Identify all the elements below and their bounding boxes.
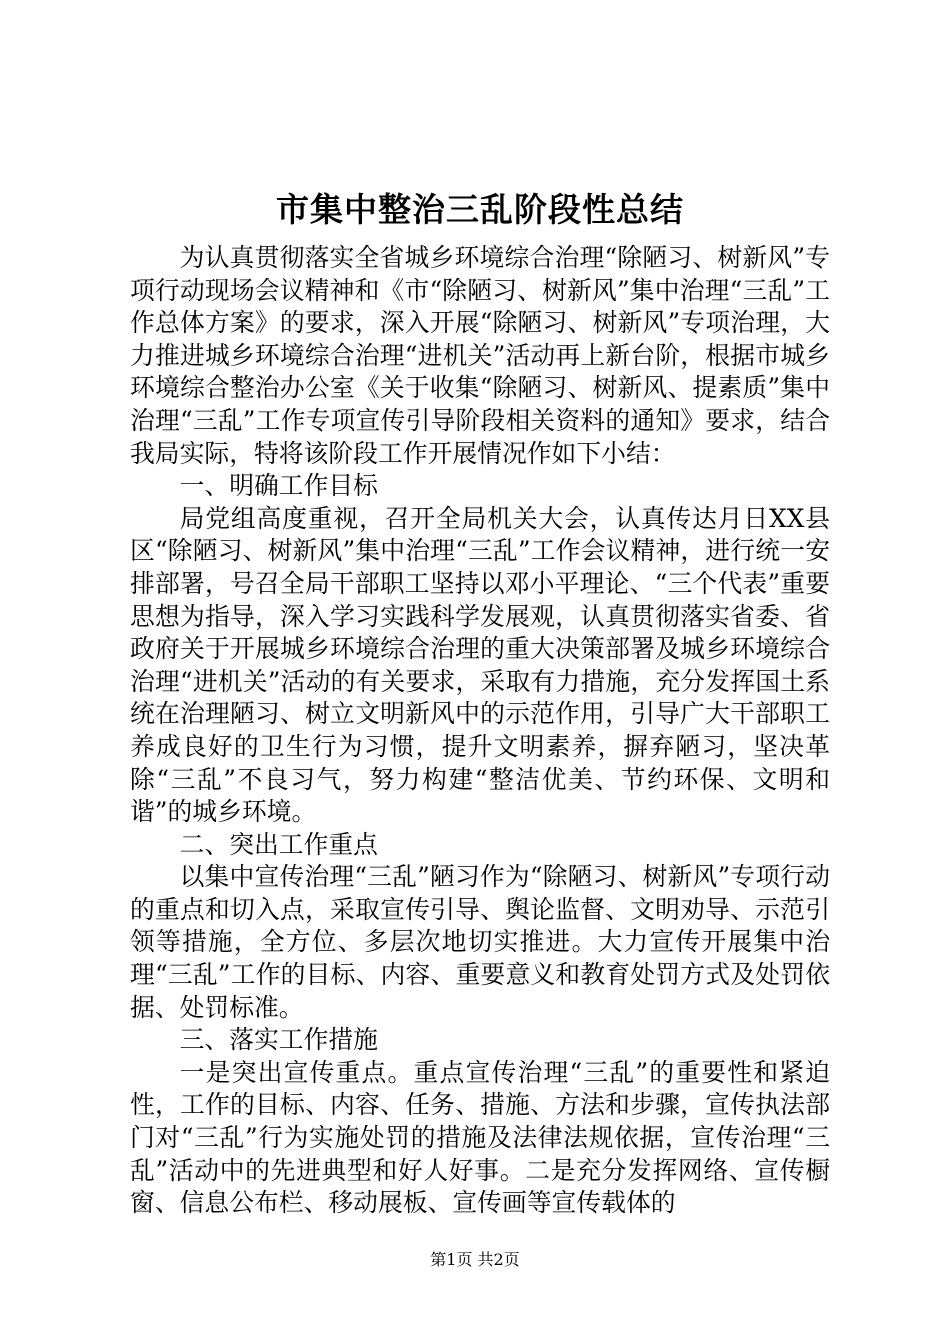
document-page [130, 182, 830, 1220]
section-3-body: 一是突出宣传重点。重点宣传治理“三乱”的重要性和紧迫性，工作的目标、内容、任务、措施、方法和步骤，宣传执法部门对“三乱”行为实施处罚的措施及法律法规依据，宣传治理“三乱”活动中的先进典型和好人好事。二是充分发挥网络、宣传橱窗、信息公布栏、移动展板、宣传画等宣传载体的 [130, 1057, 830, 1218]
section-1-body: 局党组高度重视，召开全局机关大会，认真传达月日XX县区“除陋习、树新风”集中治理“三乱”工作会议精神，进行统一安排部署，号召全局干部职工坚持以邓小平理论、“三个代表”重要思想为指导，深入学习实践科学发展观，认真贯彻落实省委、省政府关于开展城乡环境综合治理的重大决策部署及城乡环境综合治理“进机关”活动的有关要求，采取有力措施，充分发挥国土系统在治理陋习、树立文明新风中的示范作用，引导广大干部职工养成良好的卫生行为习惯，提升文明素养，摒弃陋习，坚决革除“三乱”不良习气，努力构建“整洁优美、节约环保、文明和谐”的城乡环境。 [130, 503, 830, 827]
section-2-body: 以集中宣传治理“三乱”陋习作为“除陋习、树新风”专项行动的重点和切入点，采取宣传引导、舆论监督、文明劝导、示范引领等措施，全方位、多层次地切实推进。大力宣传开展集中治理“三乱”工作的目标、内容、重要意义和教育处罚方式及处罚依据、处罚标准。 [130, 862, 830, 1022]
section-3-heading: 三、落实工作措施 [179, 1025, 378, 1055]
page-number: 第1页 共2页 [430, 1250, 520, 1269]
document-title: 市集中整治三乱阶段性总结 [276, 190, 684, 229]
page-footer [0, 1248, 950, 1272]
section-1-heading: 一、明确工作目标 [179, 471, 378, 501]
intro-paragraph: 为认真贯彻落实全省城乡环境综合治理“除陋习、树新风”专项行动现场会议精神和《市“除陋习、树新风”集中治理“三乱”工作总体方案》的要求，深入开展“除陋习、树新风”专项治理，大力推进城乡环境综合治理“进机关”活动再上新台阶，根据市城乡环境综合整治办公室《关于收集“除陋习、树新风、提素质”集中治理“三乱”工作专项宣传引导阶段相关资料的通知》要求，结合我局实际，特将该阶段工作开展情况作如下小结： [130, 243, 830, 468]
section-2-heading: 二、突出工作重点 [179, 829, 378, 859]
